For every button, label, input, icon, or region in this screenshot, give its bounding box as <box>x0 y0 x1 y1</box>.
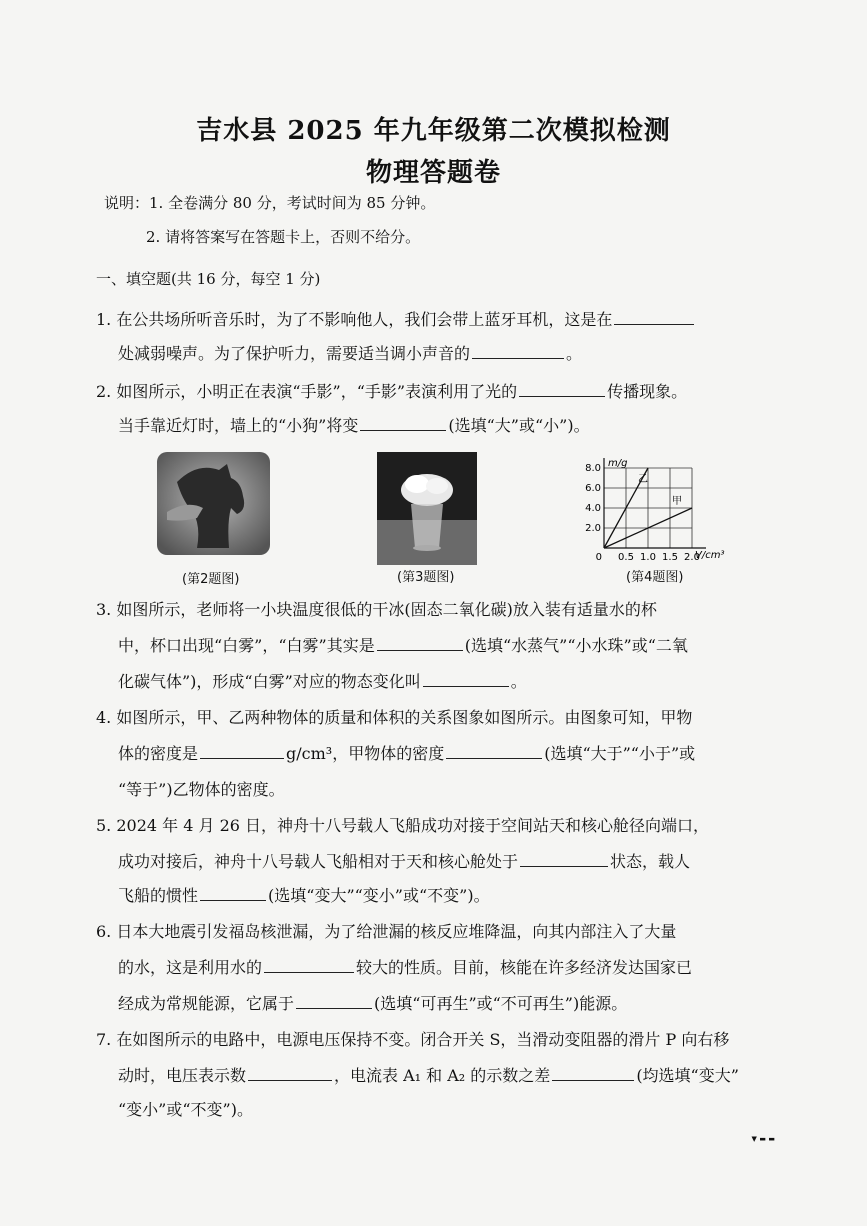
q1-blank-1 <box>614 310 694 325</box>
q3-blank-2 <box>423 672 509 687</box>
q4-text-1: 体的密度是 <box>118 744 199 763</box>
q6-blank-1 <box>264 958 354 973</box>
q2-text-2: 传播现象。 <box>607 382 688 401</box>
q3-blank-1 <box>377 636 463 651</box>
q1-line-1 <box>96 310 696 329</box>
y-tick-label: 4.0 <box>585 503 601 514</box>
mass-volume-chart <box>574 450 760 566</box>
q3-text-4: 。 <box>510 672 527 691</box>
y-axis-label: m/g <box>608 458 628 469</box>
y-tick-label: 6.0 <box>585 483 601 494</box>
x-tick-label: 2.0 <box>684 552 700 563</box>
q6-text-1: 的水，这是利用水的 <box>118 958 263 977</box>
x-axis-label: V/cm³ <box>695 550 725 561</box>
instruction-line-1: 说明：1. 全卷满分 80 分，考试时间为 85 分钟。 <box>104 194 436 212</box>
q7-blank-2 <box>552 1066 634 1081</box>
q6-line-3 <box>118 994 627 1013</box>
q1-text-3: 。 <box>566 344 583 363</box>
q6-line-1: 6. 日本大地震引发福岛核泄漏，为了给泄漏的核反应堆降温，向其内部注入了大量 <box>96 922 677 941</box>
q7-text-1: 动时，电压表示数 <box>118 1066 247 1085</box>
series-label: 乙 <box>638 474 648 485</box>
q7-line-2 <box>118 1066 739 1085</box>
origin-label: 0 <box>595 552 602 563</box>
q3-line-2 <box>118 636 688 655</box>
exam-title: 吉水县 2025 年九年级第二次模拟检测 <box>196 116 671 146</box>
q6-text-2: 较大的性质。目前，核能在许多经济发达国家已 <box>356 958 693 977</box>
figure-4-caption: (第4题图) <box>626 570 684 585</box>
y-tick-label: 2.0 <box>585 523 601 534</box>
instruction-line-2: 2. 请将答案写在答题卡上，否则不给分。 <box>146 228 421 246</box>
q4-line-2 <box>118 744 695 763</box>
q5-text-4: (选填“变大”“变小”或“不变”)。 <box>268 886 490 905</box>
x-tick-label: 1.0 <box>640 552 656 563</box>
q3-text-1: 中，杯口出现“白雾”，“白雾”其实是 <box>118 636 375 655</box>
dry-ice-cup-photo <box>377 452 477 565</box>
q2-text-4: (选填“大”或“小”)。 <box>448 416 590 435</box>
q1-text-2: 处减弱噪声。为了保护听力，需要适当调小声音的 <box>118 344 471 363</box>
q5-text-1: 成功对接后，神舟十八号载人飞船相对于天和核心舱处于 <box>118 852 519 871</box>
q1-blank-2 <box>472 344 564 359</box>
q2-text-1: 2. 如图所示，小明正在表演“手影”，“手影”表演利用了光的 <box>96 382 518 401</box>
section-heading: 一、填空题(共 16 分，每空 1 分) <box>96 270 321 288</box>
q3-text-2: (选填“水蒸气”“小水珠”或“二氧 <box>464 636 688 655</box>
q5-line-3 <box>118 886 490 905</box>
q3-line-3 <box>118 672 527 691</box>
q2-line-1 <box>96 382 687 401</box>
figure-2-caption: (第2题图) <box>182 572 240 587</box>
q7-text-2: ，电流表 A₁ 和 A₂ 的示数之差 <box>334 1066 551 1085</box>
q6-text-3: 经成为常规能源，它属于 <box>118 994 295 1013</box>
q2-line-2 <box>118 416 590 435</box>
x-tick-label: 1.5 <box>662 552 678 563</box>
exam-subtitle: 物理答题卷 <box>365 158 501 188</box>
q2-text-3: 当手靠近灯时，墙上的“小狗”将变 <box>118 416 359 435</box>
q4-blank-2 <box>446 744 542 759</box>
y-tick-label: 8.0 <box>585 463 601 474</box>
q3-text-3: 化碳气体”)，形成“白雾”对应的物态变化叫 <box>118 672 421 691</box>
q7-line-1: 7. 在如图所示的电路中，电源电压保持不变。闭合开关 S，当滑动变阻器的滑片 P 向右移 <box>96 1030 730 1049</box>
q4-text-3: (选填“大于”“小于”或 <box>544 744 696 763</box>
q4-line-1: 4. 如图所示，甲、乙两种物体的质量和体积的关系图象如图所示。由图象可知，甲物 <box>96 708 693 727</box>
q2-blank-2 <box>360 416 446 431</box>
page-marker: ▼ ▬ ▬ <box>751 1135 775 1143</box>
hand-shadow-photo <box>157 452 270 555</box>
q2-blank-1 <box>519 382 605 397</box>
figure-3-caption: (第3题图) <box>397 570 455 585</box>
q5-line-2 <box>118 852 690 871</box>
q6-text-4: (选填“可再生”或“不可再生”)能源。 <box>374 994 628 1013</box>
q1-text-1: 1. 在公共场所听音乐时，为了不影响他人，我们会带上蓝牙耳机，这是在 <box>96 310 613 329</box>
series-label: 甲 <box>672 496 682 507</box>
q5-line-1: 5. 2024 年 4 月 26 日，神舟十八号载人飞船成功对接于空间站天和核心舱径向端口， <box>96 816 710 835</box>
q3-line-1: 3. 如图所示，老师将一小块温度很低的干冰(固态二氧化碳)放入装有适量水的杯 <box>96 600 657 619</box>
q4-blank-1 <box>200 744 284 759</box>
q5-blank-1 <box>520 852 608 867</box>
q5-blank-2 <box>200 886 266 901</box>
q1-line-2 <box>118 344 582 363</box>
q7-line-3: “变小”或“不变”)。 <box>118 1100 253 1119</box>
x-tick-label: 0.5 <box>618 552 634 563</box>
q7-blank-1 <box>248 1066 332 1081</box>
q4-line-3: “等于”)乙物体的密度。 <box>118 780 285 799</box>
q6-blank-2 <box>296 994 372 1009</box>
q4-text-2: g/cm³，甲物体的密度 <box>286 744 445 763</box>
q7-text-3: (均选填“变大” <box>636 1066 739 1085</box>
q5-text-3: 飞船的惯性 <box>118 886 199 905</box>
q5-text-2: 状态，载人 <box>610 852 691 871</box>
q6-line-2 <box>118 958 692 977</box>
